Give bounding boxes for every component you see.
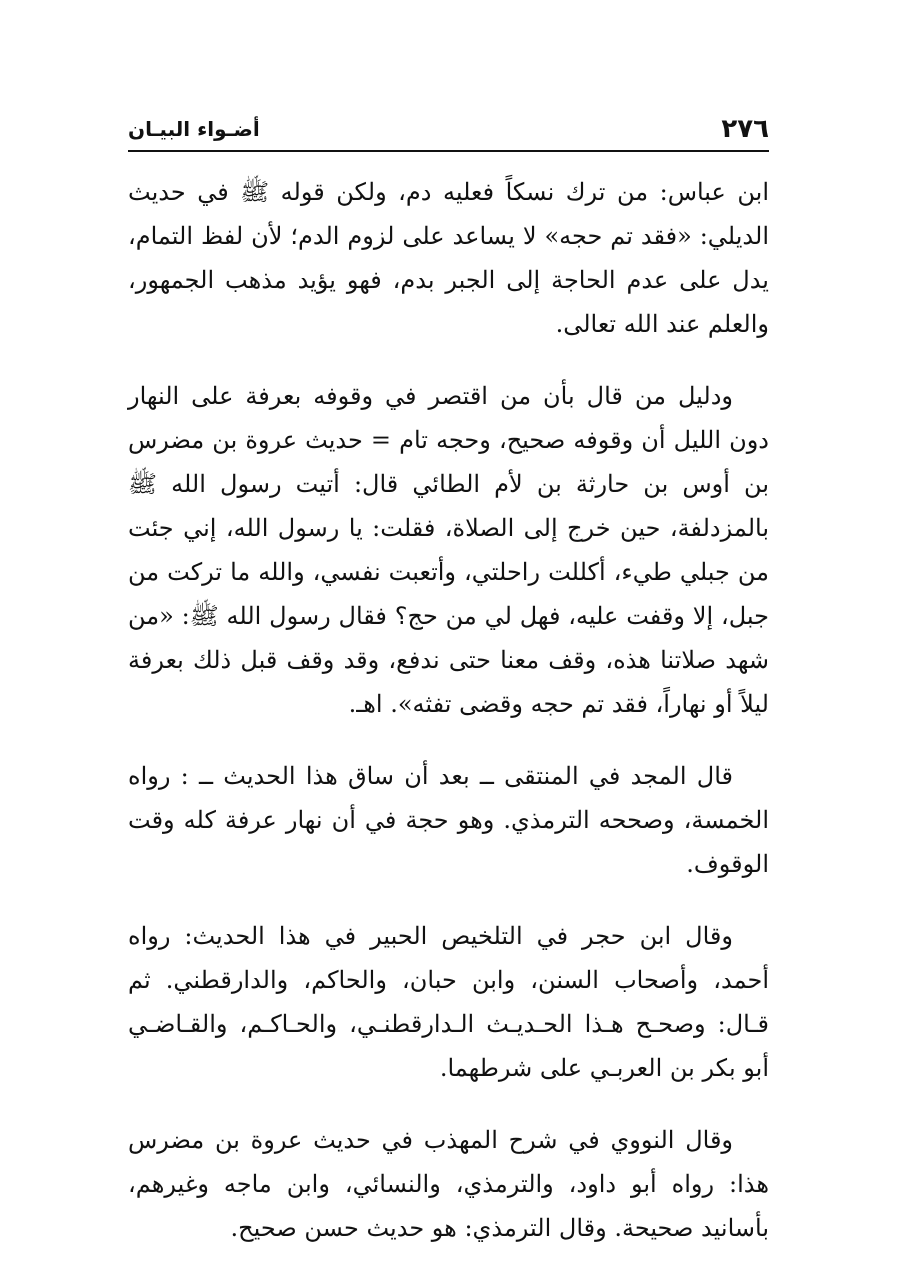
header-rule: [128, 150, 769, 152]
paragraph-2: ودليل من قال بأن من اقتصر في وقوفه بعرفة على النهار دون الليل أن وقوفه صحيح، وحجه تام = حديث عروة بن مضرس بن أوس بن حارثة بن لأم الطائي قال: أتيت رسول الله ﷺ بالمزدلفة، حين خرج إلى الصلاة، فقلت: يا رسول الله، إني جئت من جبلي طيء، أكللت راحلتي، وأتعبت نفسي، والله ما تركت من جبل، إلا وقفت عليه، فهل لي من حج؟ فقال رسول الله ﷺ: «من شهد صلاتنا هذه، وقف معنا حتى ندفع، وقد وقف قبل ذلك بعرفة ليلاً أو نهاراً، فقد تم حجه وقضى تفثه». اهـ.: [128, 382, 769, 718]
body-text: [128, 170, 769, 1278]
paragraph-5: وقال النووي في شرح المهذب في حديث عروة بن مضرس هذا: رواه أبو داود، والترمذي، والنسائي، وابن ماجه وغيرهم، بأسانيد صحيحة. وقال الترمذي: هو حديث حسن صحيح.: [128, 1126, 769, 1242]
paragraph-3: قال المجد في المنتقى ــ بعد أن ساق هذا الحديث ــ : رواه الخمسة، وصححه الترمذي. وهو حجة في أن نهار عرفة كله وقت الوقوف.: [128, 762, 769, 878]
page-header: [128, 112, 769, 146]
paragraph-4: وقال ابن حجر في التلخيص الحبير في هذا الحديث: رواه أحمد، وأصحاب السنن، وابن حبان، والحاكم، والدارقطني. ثم قـال: وصحـح هـذا الحـديـث الـدارقطنـي، والحـاكـم، والقـاضـي أبو بكر بن العربـي على شرطهما.: [128, 922, 769, 1082]
page-number: ٢٧٦: [721, 114, 769, 144]
running-title: أضـواء البيـان: [128, 117, 260, 141]
paragraph-1: ابن عباس: من ترك نسكاً فعليه دم، ولكن قوله ﷺ في حديث الديلي: «فقد تم حجه» لا يساعد على لزوم الدم؛ لأن لفظ التمام، يدل على عدم الحاجة إلى الجبر بدم، فهو يؤيد مذهب الجمهور، والعلم عند الله تعالى.: [128, 178, 769, 338]
